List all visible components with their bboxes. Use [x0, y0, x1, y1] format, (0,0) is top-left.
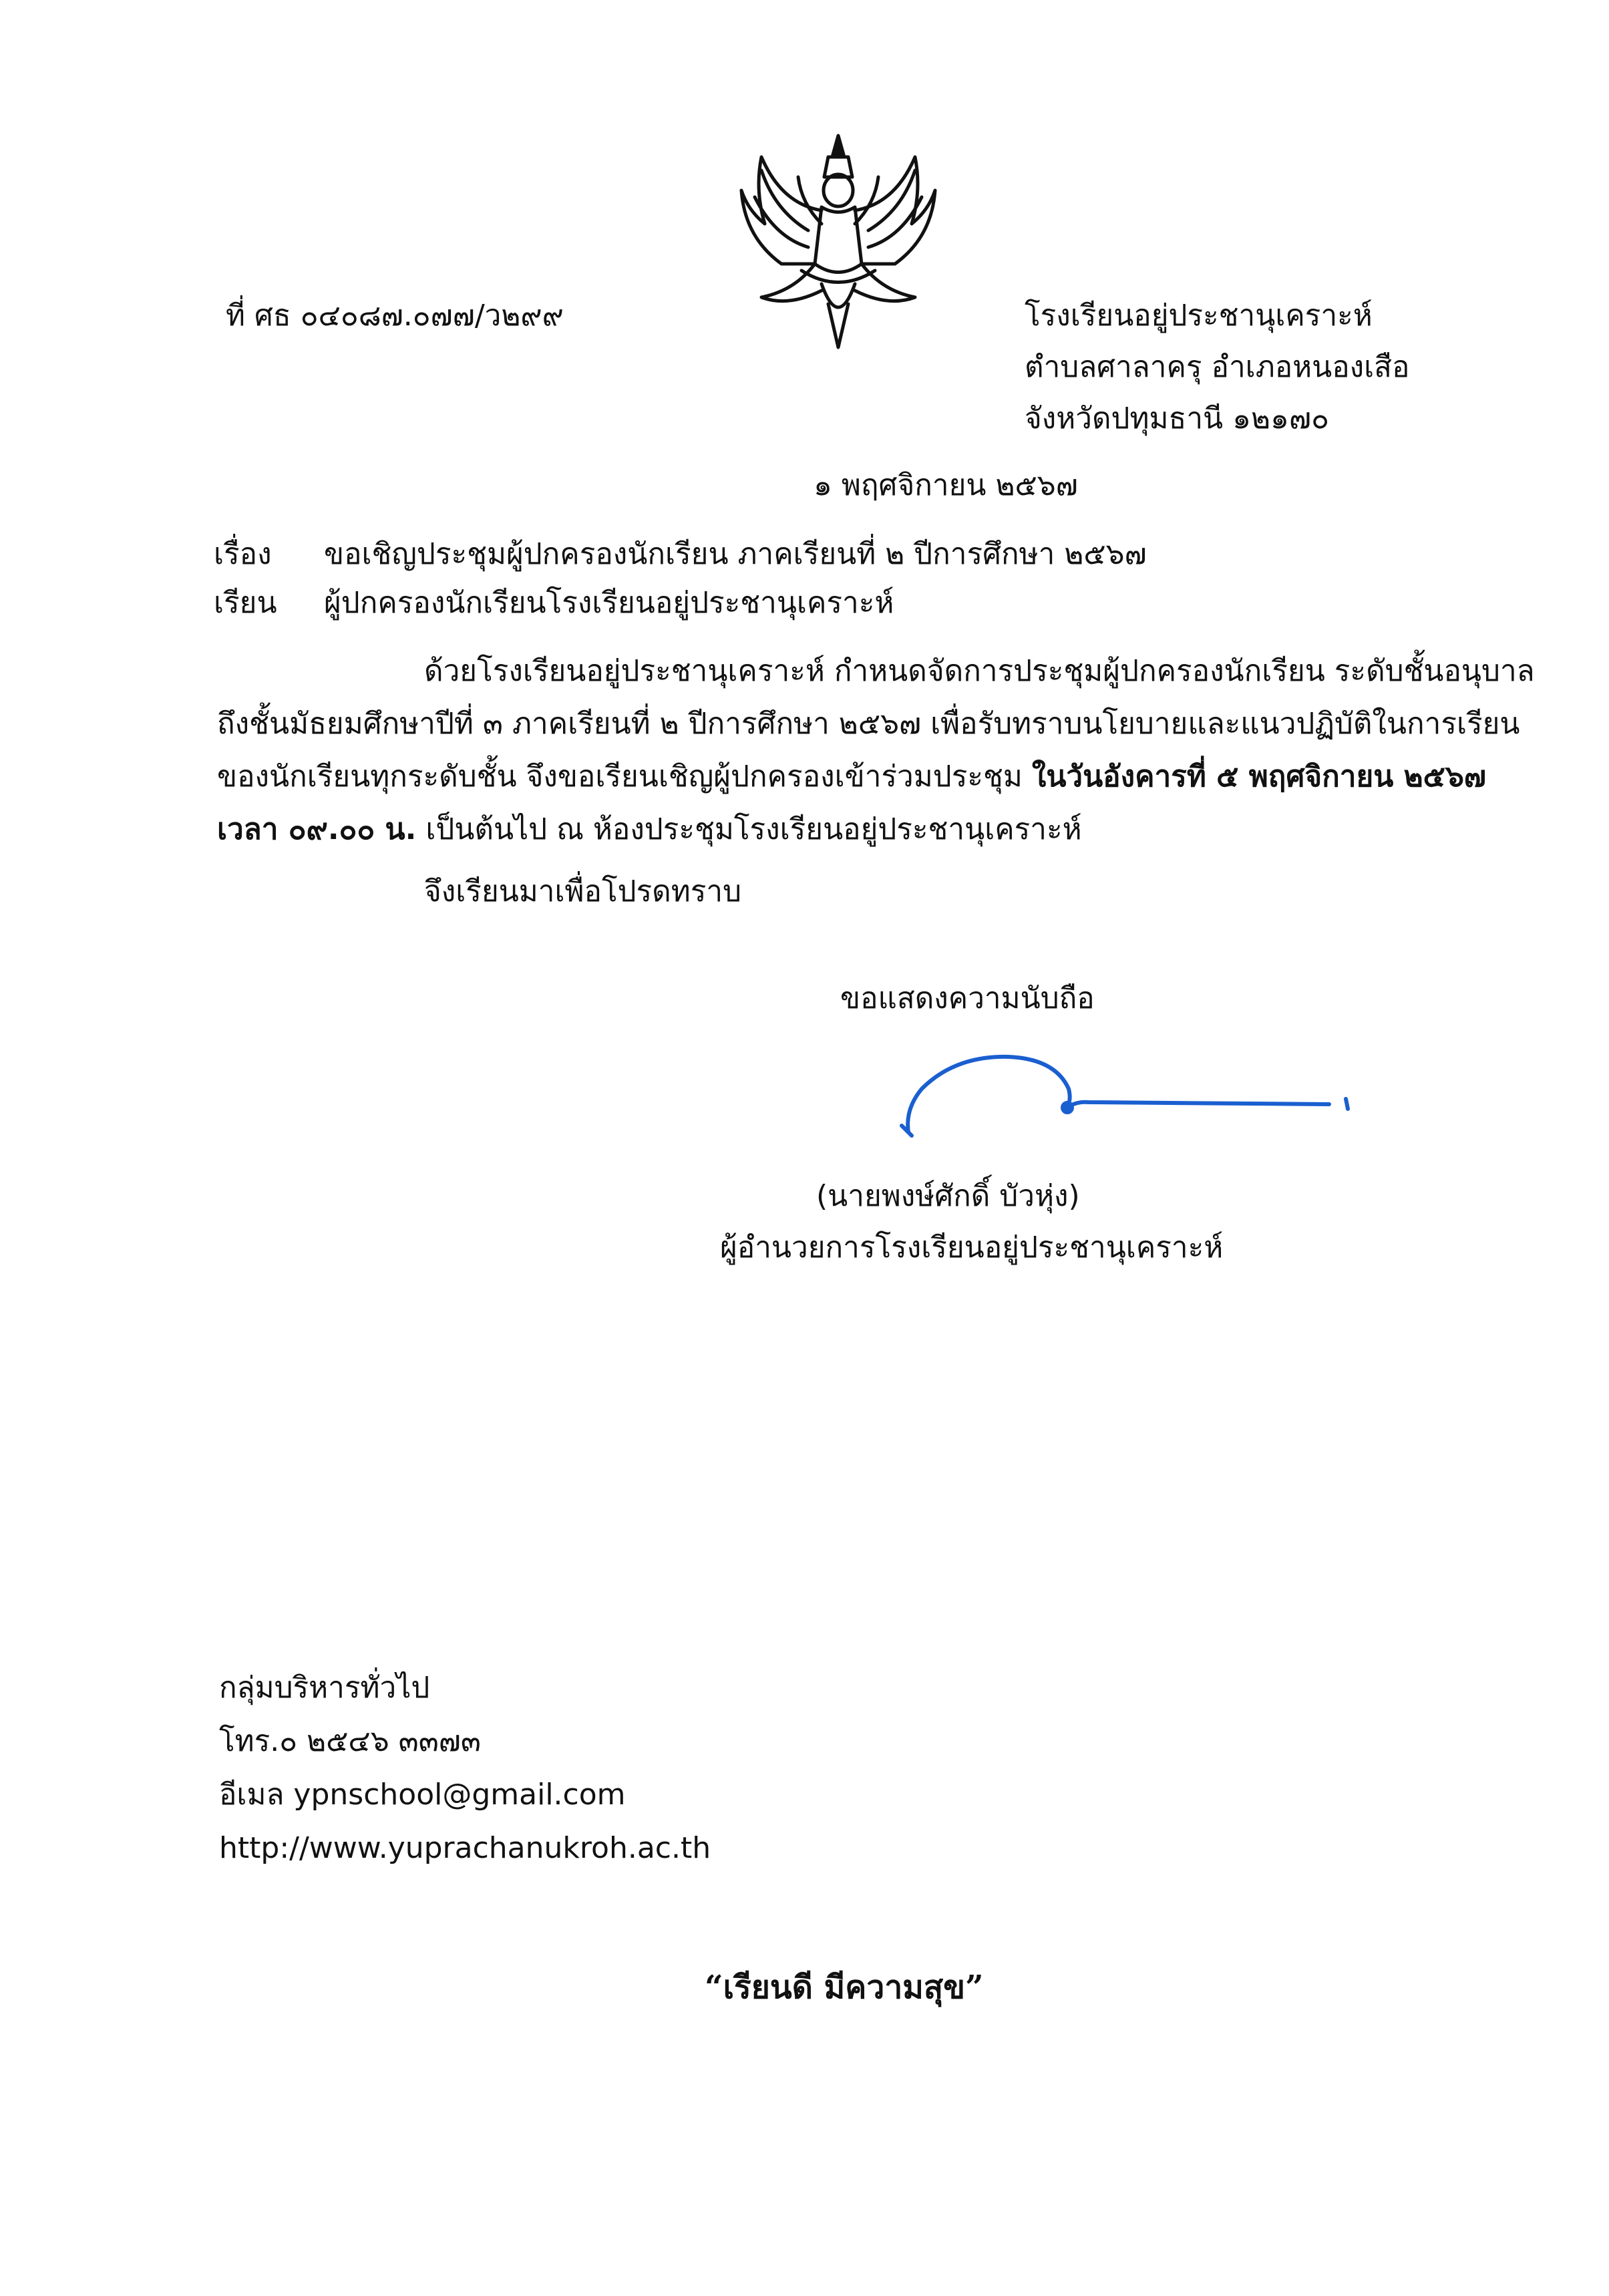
recipient-label: เรียน: [214, 586, 277, 620]
letter-body: [217, 645, 1535, 856]
body-line-2: ถึงชั้นมัธยมศึกษาปีที่ ๓ ภาคเรียนที่ ๒ ปีการศึกษา ๒๕๖๗ เพื่อรับทราบนโยบายและแนวปฏิบัติในการเรียน: [217, 707, 1520, 741]
footer-website: http://www.yuprachanukroh.ac.th: [219, 1831, 711, 1865]
closing-line: จึงเรียนมาเพื่อโปรดทราบ: [424, 874, 742, 909]
body-line-3-normal: ของนักเรียนทุกระดับชั้น จึงขอเรียนเชิญผู้ปกครองเข้าร่วมประชุม: [217, 760, 1032, 794]
school-motto: “เรียนดี มีความสุข”: [705, 1969, 984, 2006]
recipient-text: ผู้ปกครองนักเรียนโรงเรียนอยู่ประชานุเคราะห์: [324, 586, 894, 620]
reference-number: ที่ ศธ ๐๔๐๘๗.๐๗๗/ว๒๙๙: [226, 299, 564, 333]
subject-text: ขอเชิญประชุมผู้ปกครองนักเรียน ภาคเรียนที่ ๒ ปีการศึกษา ๒๕๖๗: [324, 537, 1147, 571]
footer-email: อีเมล ypnschool@gmail.com: [219, 1778, 626, 1812]
regards-line: ขอแสดงความนับถือ: [840, 981, 1095, 1015]
meeting-date-emphasis: ในวันอังคารที่ ๕ พฤศจิกายน ๒๕๖๗: [1031, 760, 1487, 794]
school-province-postcode: จังหวัดปทุมธานี ๑๒๑๗๐: [1025, 401, 1329, 436]
signer-name: (นายพงษ์ศักดิ์ บัวหุ่ง): [816, 1179, 1080, 1213]
footer-department: กลุ่มบริหารทั่วไป: [219, 1671, 430, 1705]
school-subdistrict-district: ตำบลศาลาครุ อำเภอหนองเสือ: [1025, 350, 1410, 384]
body-line-3: [217, 750, 1487, 803]
subject-label: เรื่อง: [214, 537, 272, 571]
garuda-emblem-icon: [735, 130, 942, 357]
school-name: โรงเรียนอยู่ประชานุเคราะห์: [1025, 299, 1373, 333]
handwritten-signature: [875, 1042, 1383, 1156]
signer-title: ผู้อำนวยการโรงเรียนอยู่ประชานุเคราะห์: [720, 1231, 1224, 1265]
footer-phone: โทร.๐ ๒๕๔๖ ๓๓๗๓: [219, 1724, 481, 1758]
meeting-time-emphasis: เวลา ๐๙.๐๐ น.: [217, 812, 417, 846]
body-line-4-normal: เป็นต้นไป ณ ห้องประชุมโรงเรียนอยู่ประชานุเคราะห์: [416, 812, 1082, 846]
letter-date: ๑ พฤศจิกายน ๒๕๖๗: [814, 468, 1078, 502]
body-line-1: ด้วยโรงเรียนอยู่ประชานุเคราะห์ กำหนดจัดการประชุมผู้ปกครองนักเรียน ระดับชั้นอนุบาล: [424, 654, 1535, 688]
body-line-4: [217, 803, 1473, 856]
